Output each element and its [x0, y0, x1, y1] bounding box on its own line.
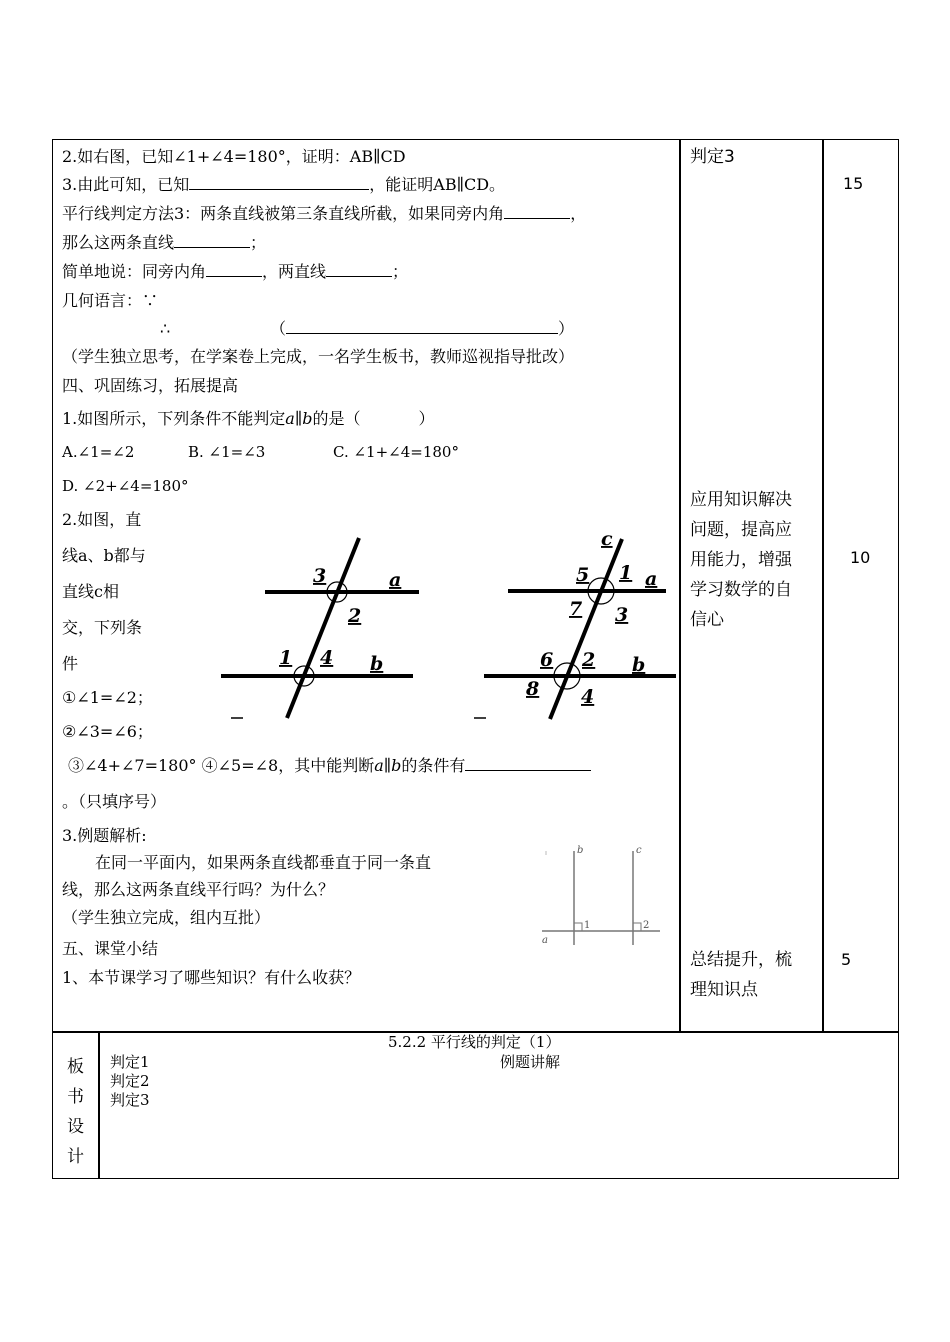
right-angle-2 [633, 923, 641, 931]
aim-method3: 判定3 [690, 147, 735, 167]
question-2-line2: 线a、b都与 [62, 546, 146, 565]
question-1: 1.如图所示，下列条件不能判定a∥b的是（ ） [62, 409, 435, 428]
text-method3: 平行线判定方法3：两条直线被第三条直线所截，如果同旁内角 ， [62, 204, 587, 223]
label-angle-1: 1 [279, 647, 293, 669]
board-label-1: 板 [67, 1057, 84, 1077]
label-angle-2: 2 [582, 649, 596, 671]
label-angle-4: 4 [581, 686, 595, 708]
aim-apply-line1: 应用知识解决 [690, 490, 792, 510]
option-a: A.∠1=∠2 [62, 443, 135, 461]
time-10: 10 [850, 548, 871, 567]
text-method3-cont: 那么这两条直线 ； [62, 233, 267, 252]
question-2-line5: 件 [62, 654, 79, 673]
label-angle-2: 2 [643, 920, 650, 931]
right-angle-1 [574, 923, 582, 931]
option-d: D. ∠2+∠4=180° [62, 477, 189, 495]
board-item-1: 判定1 [110, 1053, 150, 1071]
label-angle-5: 5 [576, 564, 590, 586]
aim-summary-line2: 理知识点 [690, 980, 758, 1000]
label-angle-7: 7 [569, 598, 583, 620]
label-line-c: c [636, 845, 642, 856]
aim-summary-line1: 总结提升，梳 [690, 950, 792, 970]
text-step3: 3.由此可知，已知 ，能证明AB∥CD。 [62, 175, 506, 194]
figure-parallel-lines-2 [470, 525, 680, 730]
label-angle-2: 2 [348, 605, 362, 627]
condition-2: ②∠3=∠6； [62, 722, 153, 741]
text-reason-blank: （ ） [270, 319, 575, 338]
board-label-4: 计 [67, 1147, 84, 1167]
label-angle-1: 1 [619, 562, 633, 584]
board-label-3: 设 [67, 1117, 84, 1137]
board-title: 5.2.2 平行线的判定（1） [388, 1033, 561, 1051]
section-five-heading: 五、课堂小结 [62, 939, 159, 958]
board-item-2: 判定2 [110, 1072, 150, 1090]
label-angle-6: 6 [540, 649, 554, 671]
aim-apply-line3: 用能力，增强 [690, 550, 792, 570]
divider-board-label [98, 1031, 100, 1179]
time-15: 15 [843, 174, 864, 193]
label-angle-1: 1 [584, 920, 591, 931]
question-2-end: 。（只填序号） [62, 792, 167, 811]
aim-apply-line5: 信心 [690, 610, 724, 630]
divider-col-time [822, 139, 824, 1032]
label-line-a: a [389, 569, 402, 591]
text-therefore: ∴ [160, 319, 171, 338]
board-example: 例题讲解 [500, 1053, 561, 1071]
board-label-2: 书 [67, 1087, 84, 1107]
text-instruction: （学生独立思考，在学案卷上完成，一名学生板书，教师巡视指导批改） [62, 347, 575, 366]
label-angle-3: 3 [313, 565, 327, 587]
figure-parallel-lines-1 [215, 530, 425, 730]
time-5: 5 [841, 950, 852, 969]
board-item-3: 判定3 [110, 1091, 150, 1109]
label-angle-8: 8 [526, 678, 540, 700]
option-b: B. ∠1=∠3 [188, 443, 266, 461]
example-question-line1: 在同一平面内，如果两条直线都垂直于同一条直 [95, 853, 432, 872]
label-line-a: a [542, 935, 548, 946]
label-line-a: a [645, 568, 658, 590]
figure-perpendicular-lines [538, 835, 663, 950]
text-simple: 简单地说：同旁内角 ，两直线 ； [62, 262, 409, 281]
label-angle-4: 4 [320, 647, 334, 669]
question-2-line3: 直线c相 [62, 582, 119, 601]
aim-apply-line2: 问题，提高应 [690, 520, 792, 540]
text-step2: 2.如右图，已知∠1+∠4=180°，证明：AB∥CD [62, 147, 406, 166]
label-line-b: b [632, 654, 646, 676]
label-line-b: b [370, 653, 384, 675]
text-geometry-language: 几何语言：∵ [62, 291, 159, 310]
label-angle-3: 3 [615, 604, 629, 626]
example-note: （学生独立完成，组内互批） [62, 908, 271, 927]
question-2-line4: 交，下列条 [62, 618, 143, 637]
label-line-c: c [601, 528, 613, 550]
section-four-heading: 四、巩固练习，拓展提高 [62, 376, 239, 395]
question-2-line1: 2.如图，直 [62, 510, 142, 529]
aim-apply-line4: 学习数学的自 [690, 580, 792, 600]
condition-1: ①∠1=∠2； [62, 688, 153, 707]
option-c: C. ∠1+∠4=180° [333, 443, 459, 461]
example-question-line2: 线，那么这两条直线平行吗？为什么？ [62, 880, 335, 899]
conditions-3-4: ③∠4+∠7=180° ④∠5=∠8，其中能判断a∥b的条件有 [68, 756, 591, 776]
label-line-b: b [577, 845, 584, 856]
summary-question: 1、本节课学习了哪些知识？有什么收获？ [62, 968, 361, 987]
example-title: 3.例题解析: [62, 826, 147, 845]
